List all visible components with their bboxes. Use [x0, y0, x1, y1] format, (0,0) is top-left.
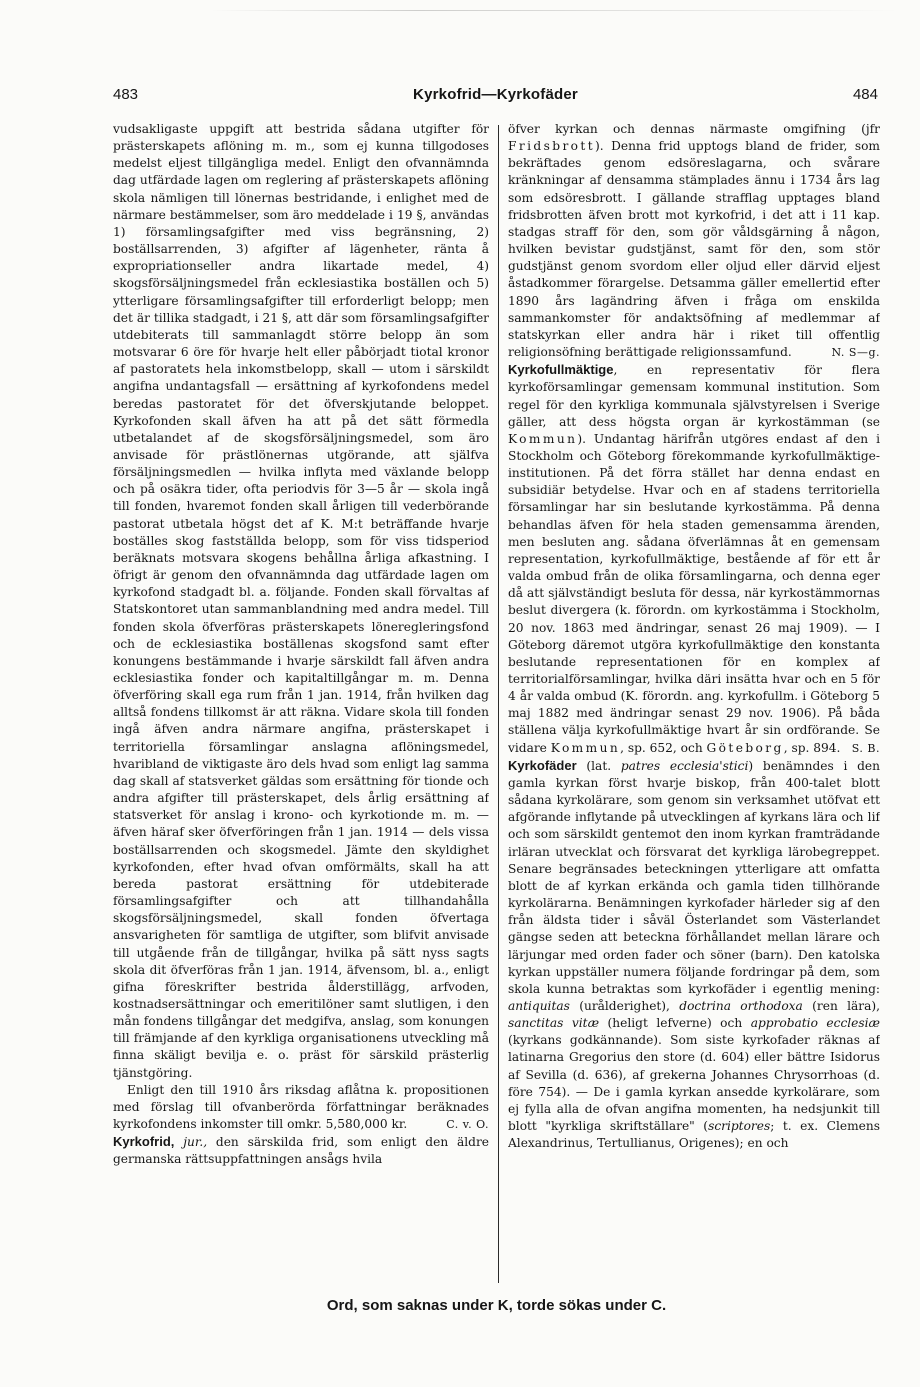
entry-text: ) benämndes i den gamla kyrkan först hvarje biskop, från 400-talet blott sådana kyrkolärare, som genom sin verksamhet utöfvat ett afgörande inflytande på utvecklingen af kyrkans lära och lif och som särskildt gentemot den inom kyrkan framträdande irläran utvecklat och försvarat det kyrkliga lärobegreppet. Senare begränsades beteckningen ytterligare att omfatta blott de af kyrkan erkända och gamla tiden tillhörande kyrkolärarna. Benämningen kyrkofader härleder sig af den från äldsta tider i såväl Österlandet som Västerlandet gängse seden att beteckna förhållandet mellan lärare och lärjungar med orden fader och söner (barn). Den katolska kyrkan uppställer numera följande fordringar på dem, som skola kunna betraktas som kyrkofäder i egentlig mening: — [508, 758, 880, 996]
right-column — [508, 121, 880, 1286]
entry-text: , sp. 652, och — [620, 740, 707, 755]
footer-note: Ord, som saknas under K, torde sökas under C. — [326, 1297, 667, 1314]
entry-text: den särskilda frid, som enligt den äldre germanska rättsuppfattningen ansågs hvila — [113, 1135, 489, 1167]
entry-kyrkofrid — [113, 1133, 489, 1168]
entry-headword: Kyrkofäder — [508, 757, 577, 773]
page-number-right: 484 — [852, 86, 878, 103]
cross-reference: Fridsbrott — [508, 139, 595, 154]
kyrkofond-proposition-paragraph — [113, 1082, 489, 1133]
latin-term: approbatio ecclesiæ — [750, 1016, 880, 1031]
paragraph-text: öfver kyrkan och dennas närmaste omgifning (jfr — [508, 122, 880, 136]
entry-text: (ren lära), — [802, 998, 880, 1013]
kyrkofrid-continuation-paragraph — [508, 121, 880, 361]
kyrkofond-continuation-paragraph: vudsakligaste uppgift att bestrida sådana utgifter för prästerskapets aflöning m. m., som ej kunna tillgodoses medelst eljest tillgängliga medel. Enligt den ofvannämnda dag utfärdade lagen om reglering af prästerskapets aflöning skola nämligen till lönernas bestridande, i enlighet med de närmare bestämmelser, som äro meddelade i 19 §, användas 1) församlingsafgifter med viss begränsning, 2) boställsarrenden, 3) afgifter af lägenheter, ränta å expropriationseller andra likartade medel, 4) skogsförsäljningsmedel från ecklesiastika boställen och 5) ytterligare församlingsafgifter till erforderligt belopp; men det är tillika stadgadt, i 21 §, att där som församlingsafgifter utdebiterats till sammanlagdt större belopp än som motsvarar 6 öre för hvarje helt eller påbörjadt tiotal kronor af pastoratets hela inkomstbelopp, skall — utom i särskildt angifna undantagsfall — ersättning af kyrkofondens medel beredas pastoratet för det öfverskjutande beloppet. Kyrkofonden skall äfven ha att på det sätt förmedla utbetalandet af de skogsförsäljningsmedel, som äro anvisade för prästlönernas utgörande, att själfva försäljningsmedlen — hvilka inflyta med växlande belopp och på osäkra tider, ofta periodvis för 3—5 år — skola ingå till fonden, hvaremot fonden skall årligen till vederbörande pastorat utbetala högst det af K. M:t beträffande hvarje boställes skog fastställda belopp, som för viss tidsperiod beräknats motsvara skogens behållna årliga afkastning. I öfrigt är genom den ofvannämnda dag utfärdade lagen om kyrkofond stadgadt bl. a. följande. Fonden skall förvaltas af Statskontoret utan sammanblandning med andra medel. Till fonden skola öfverföras prästerskapets löneregleringsfond och de ecklesiastika boställenas skogsfond samt efter konungens bestämmande i hvarje särskildt fall äfven andra ecklesiastika fonder och kapitaltillgångar m. m. Denna öfverföring skall ega rum från 1 jan. 1914, från hvilken dag alltså fondens tillkomst är att räkna. Vidare skola till fonden ingå äfven andra närmare angifna, prästerskapet i territoriella församlingar anslagna aflöningsmedel, hvaribland de viktigaste äro dels hvad som enligt lag samma dag skall af statsverket gäldas som ersättning för tionde och andra afgifter till prästerskapet, dels årlig ersättning af statsverket för anslag i krono- och kyrkotionde m. m. — äfven häraf sker öfverföringen från 1 jan. 1914 — dels vissa boställsarrenden och skogsmedel. Jämte den skyldighet kyrkofonden, efter hvad ofvan omförmälts, skall ha att bereda pastorat ersättning för utdebiterade församlingsafgifter och att tillhandahålla skogsförsäljningsmedel, skall fonden öfvertaga ansvarigheten för samtliga de utgifter, som blifvit anvisade till utgående från de tillgångar, hvilka på sätt nyss sagts skola dit öfverföras från 1 jan. 1914, äfvensom, bl. a., enligt gifna föreskrifter bestrida ålderstillägg, arfvoden, kostnadsersättningar och emeritilöner samt slutligen, i den mån fondens tillgångar det medgifva, anslag, som konungen till främjande af den kyrkliga organisationens utveckling må finna skäligt bevilja e. o. präst för särskild prästerlig tjänstgöring. — [113, 122, 489, 1080]
author-signature: N. S—g. — [831, 346, 880, 360]
entry-kyrkofullmaktige — [508, 361, 880, 757]
column-divider — [498, 125, 499, 1283]
author-signature: C. v. O. — [446, 1118, 489, 1132]
author-signature: S. B. — [851, 741, 880, 755]
entry-kyrkofader — [508, 757, 880, 1153]
entry-text: , en representativ för flera kyrkoförsamlingar gemensam kommunal institution. Som regel för den kyrkliga kommunala självstyrelsen i Sverige gäller, att dess högsta organ är kyrkostämman (se — [508, 363, 880, 429]
scan-artifact-line — [210, 10, 900, 11]
entry-text: ; t. ex. Clemens Alexandrinus, Tertullianus, Origenes); en och — [508, 1119, 880, 1151]
latin-term: patres ecclesia'stici — [620, 758, 749, 773]
paragraph-text: ). Denna frid upptogs bland de frider, som bekräftades genom edsöreslagarna, och svårare kränkningar af densamma stämplades ännu i 1734 års lag som edsöresbrott. I gällande strafflag upptages bland fridsbrotten äfven brott mot kyrkofrid, i det att i 11 kap. stadgas straff för den, som gör våldsgärning å någon, hvilken bevistar gudstjänst, samt för den, som stör gudstjänst genom svordom eller oljud eller därvid eljest åstadkommer förargelse. Detsamma gäller emellertid efter 1890 års lagändring äfven i fråga om enskilda sammankomster för andaktsöfning af medlemmar af statskyrkan eller andra här i riket till offentlig religionsöfning berättigade religionssamfund. — [508, 139, 880, 360]
entry-headword: Kyrkofrid, — [113, 1134, 175, 1150]
entry-field-label: jur., — [174, 1135, 208, 1150]
proposition-text: Enligt den till 1910 års riksdag aflåtna k. propositionen med förslag till ofvanberörda författningar beräknades kyrkofondens inkomster till omkr. 5,580,000 kr. — [113, 1082, 489, 1132]
page-header — [113, 86, 878, 108]
latin-term: sanctitas vitæ — [508, 1016, 600, 1031]
cross-reference: Göteborg — [706, 740, 784, 755]
latin-term: doctrina orthodoxa — [679, 998, 803, 1013]
latin-term: scriptores — [708, 1119, 771, 1134]
page-number-left: 483 — [113, 86, 139, 103]
entry-text: (urålderighet), — [569, 998, 680, 1013]
entry-text: (heligt lefverne) och — [599, 1016, 751, 1031]
cross-reference: Kommun — [550, 740, 621, 755]
left-column — [113, 121, 489, 1286]
running-title: Kyrkofrid—Kyrkofäder — [413, 86, 578, 103]
entry-text: , sp. 894. — [783, 740, 841, 755]
entry-headword: Kyrkofullmäktige — [508, 362, 614, 378]
entry-text: (lat. — [576, 758, 621, 773]
cross-reference: Kommun — [508, 431, 578, 446]
latin-term: antiquitas — [508, 998, 570, 1013]
entry-text: ). Undantag härifrån utgöres endast af den i Stockholm och Göteborg förekommande kyrkofullmäktige-institutionen. På det förra stället har denna endast en subsidiär betydelse. Hvar och en af stadens territoriella församlingar har sin beslutande kyrkostämma. På denna behandlas äfven för hela staden gemensamma ärenden, men besluten ang. sådana öfverlämnas åt en gemensam representation, kyrkofullmäktige, bestående af för ett år valda ombud från de olika församlingarna, och denna eger då att självständigt besluta för dessa, när kyrkostämmornas beslut divergera (k. förordn. om kyrkostämma i Stockholm, 20 nov. 1863 med ändringar, senast 26 maj 1909). — I Göteborg däremot utgöra kyrkofullmäktige den konstanta beslutande representationen för en komplex af territorialförsamlingar, hvilka däri insätta hvar och en 5 för 4 år valda ombud (K. förordn. ang. kyrkofullm. i Göteborg 5 maj 1882 med ändringar senast 29 nov. 1906). På båda ställena välja kyrkofullmäktige hvart år sin ordförande. Se vidare — [508, 431, 880, 755]
entry-text: (kyrkans godkännande). Som siste kyrkofader räknas af latinarna Gregorius den store (d. 604) eller bättre Isidorus af Sevilla (d. 636), af grekerna Johannes Chrysorrhoas (d. före 754). — De i gamla kyrkan ansedde kyrkolärare, som ej fylla alla de ofvan angifna momenten, ha nedsjunkit till blott "kyrkliga skriftställare" ( — [508, 1033, 880, 1134]
